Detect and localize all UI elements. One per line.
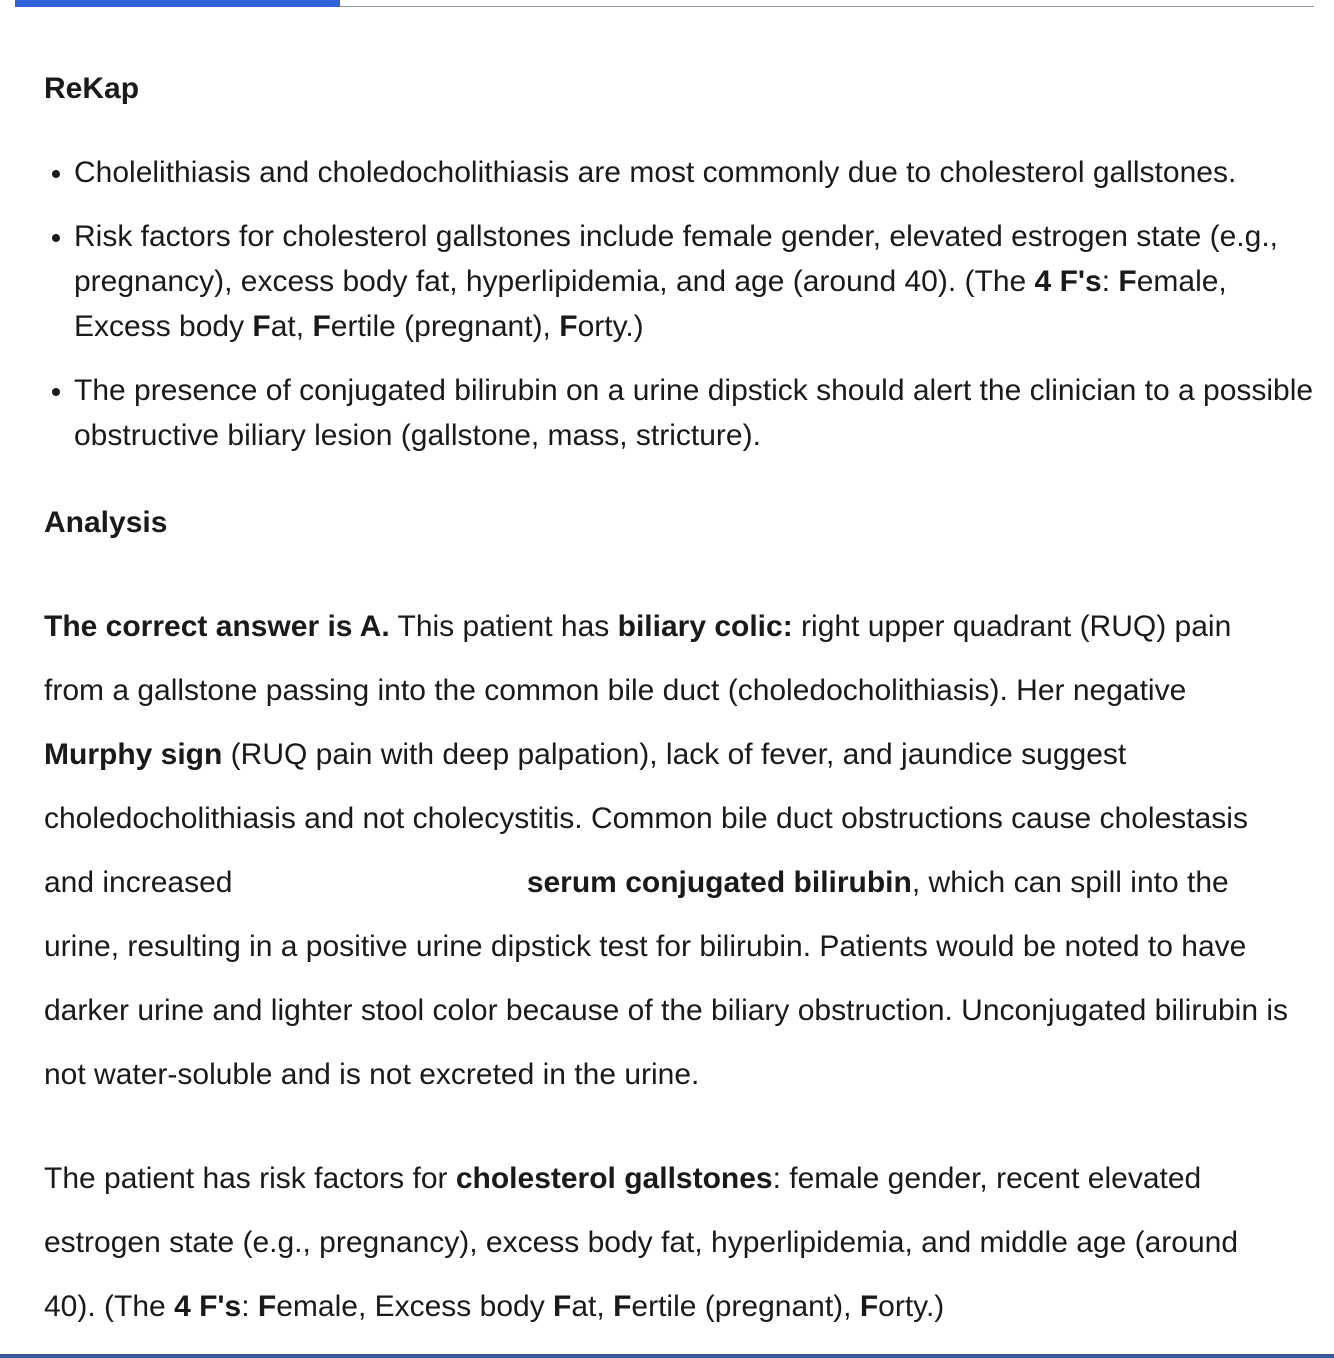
analysis-heading: Analysis — [44, 506, 168, 539]
recap-list — [44, 150, 1319, 477]
progress-bar — [15, 0, 1314, 7]
bottom-divider — [0, 1354, 1334, 1358]
recap-item: The presence of conjugated bilirubin on a urine dipstick should alert the clinician to a possible obstructive biliary lesion (gallstone, mass, stricture). — [74, 368, 1319, 458]
recap-heading: ReKap — [44, 72, 140, 105]
analysis-paragraph: The correct answer is A. This patient has biliary colic: right upper quadrant (RUQ) pain from a gallstone passing into the common bile duct (choledocholithiasis). Her negative Murphy sign (RUQ pain with deep palpation), lack of fever, and jaundice suggest choledocholithiasis and not cholecystitis. Common bile duct obstructions cause cholestasis and increased serum conjugated bilirubin, which can spill into the urine, resulting in a positive urine dipstick test for bilirubin. Patients would be noted to have darker urine and lighter stool color because of the biliary obstruction. Unconjugated bilirubin is not water-soluble and is not excreted in the urine. — [44, 610, 1289, 1091]
recap-item: Cholelithiasis and choledocholithiasis are most commonly due to cholesterol gallstones. — [74, 150, 1319, 195]
analysis-paragraph: The patient has risk factors for cholesterol gallstones: female gender, recent elevated estrogen state (e.g., pregnancy), excess body fat, hyperlipidemia, and middle age (around 40). (The 4 F's: Female, Excess body Fat, Fertile (pregnant), Forty.) — [44, 1162, 1239, 1323]
progress-bar-fill — [15, 0, 340, 7]
recap-item: Risk factors for cholesterol gallstones include female gender, elevated estrogen state (e.g., pregnancy), excess body fat, hyperlipidemia, and age (around 40). (The 4 F's: Female, Excess body Fat, Fertile (pregnant), Forty.) — [74, 214, 1319, 349]
